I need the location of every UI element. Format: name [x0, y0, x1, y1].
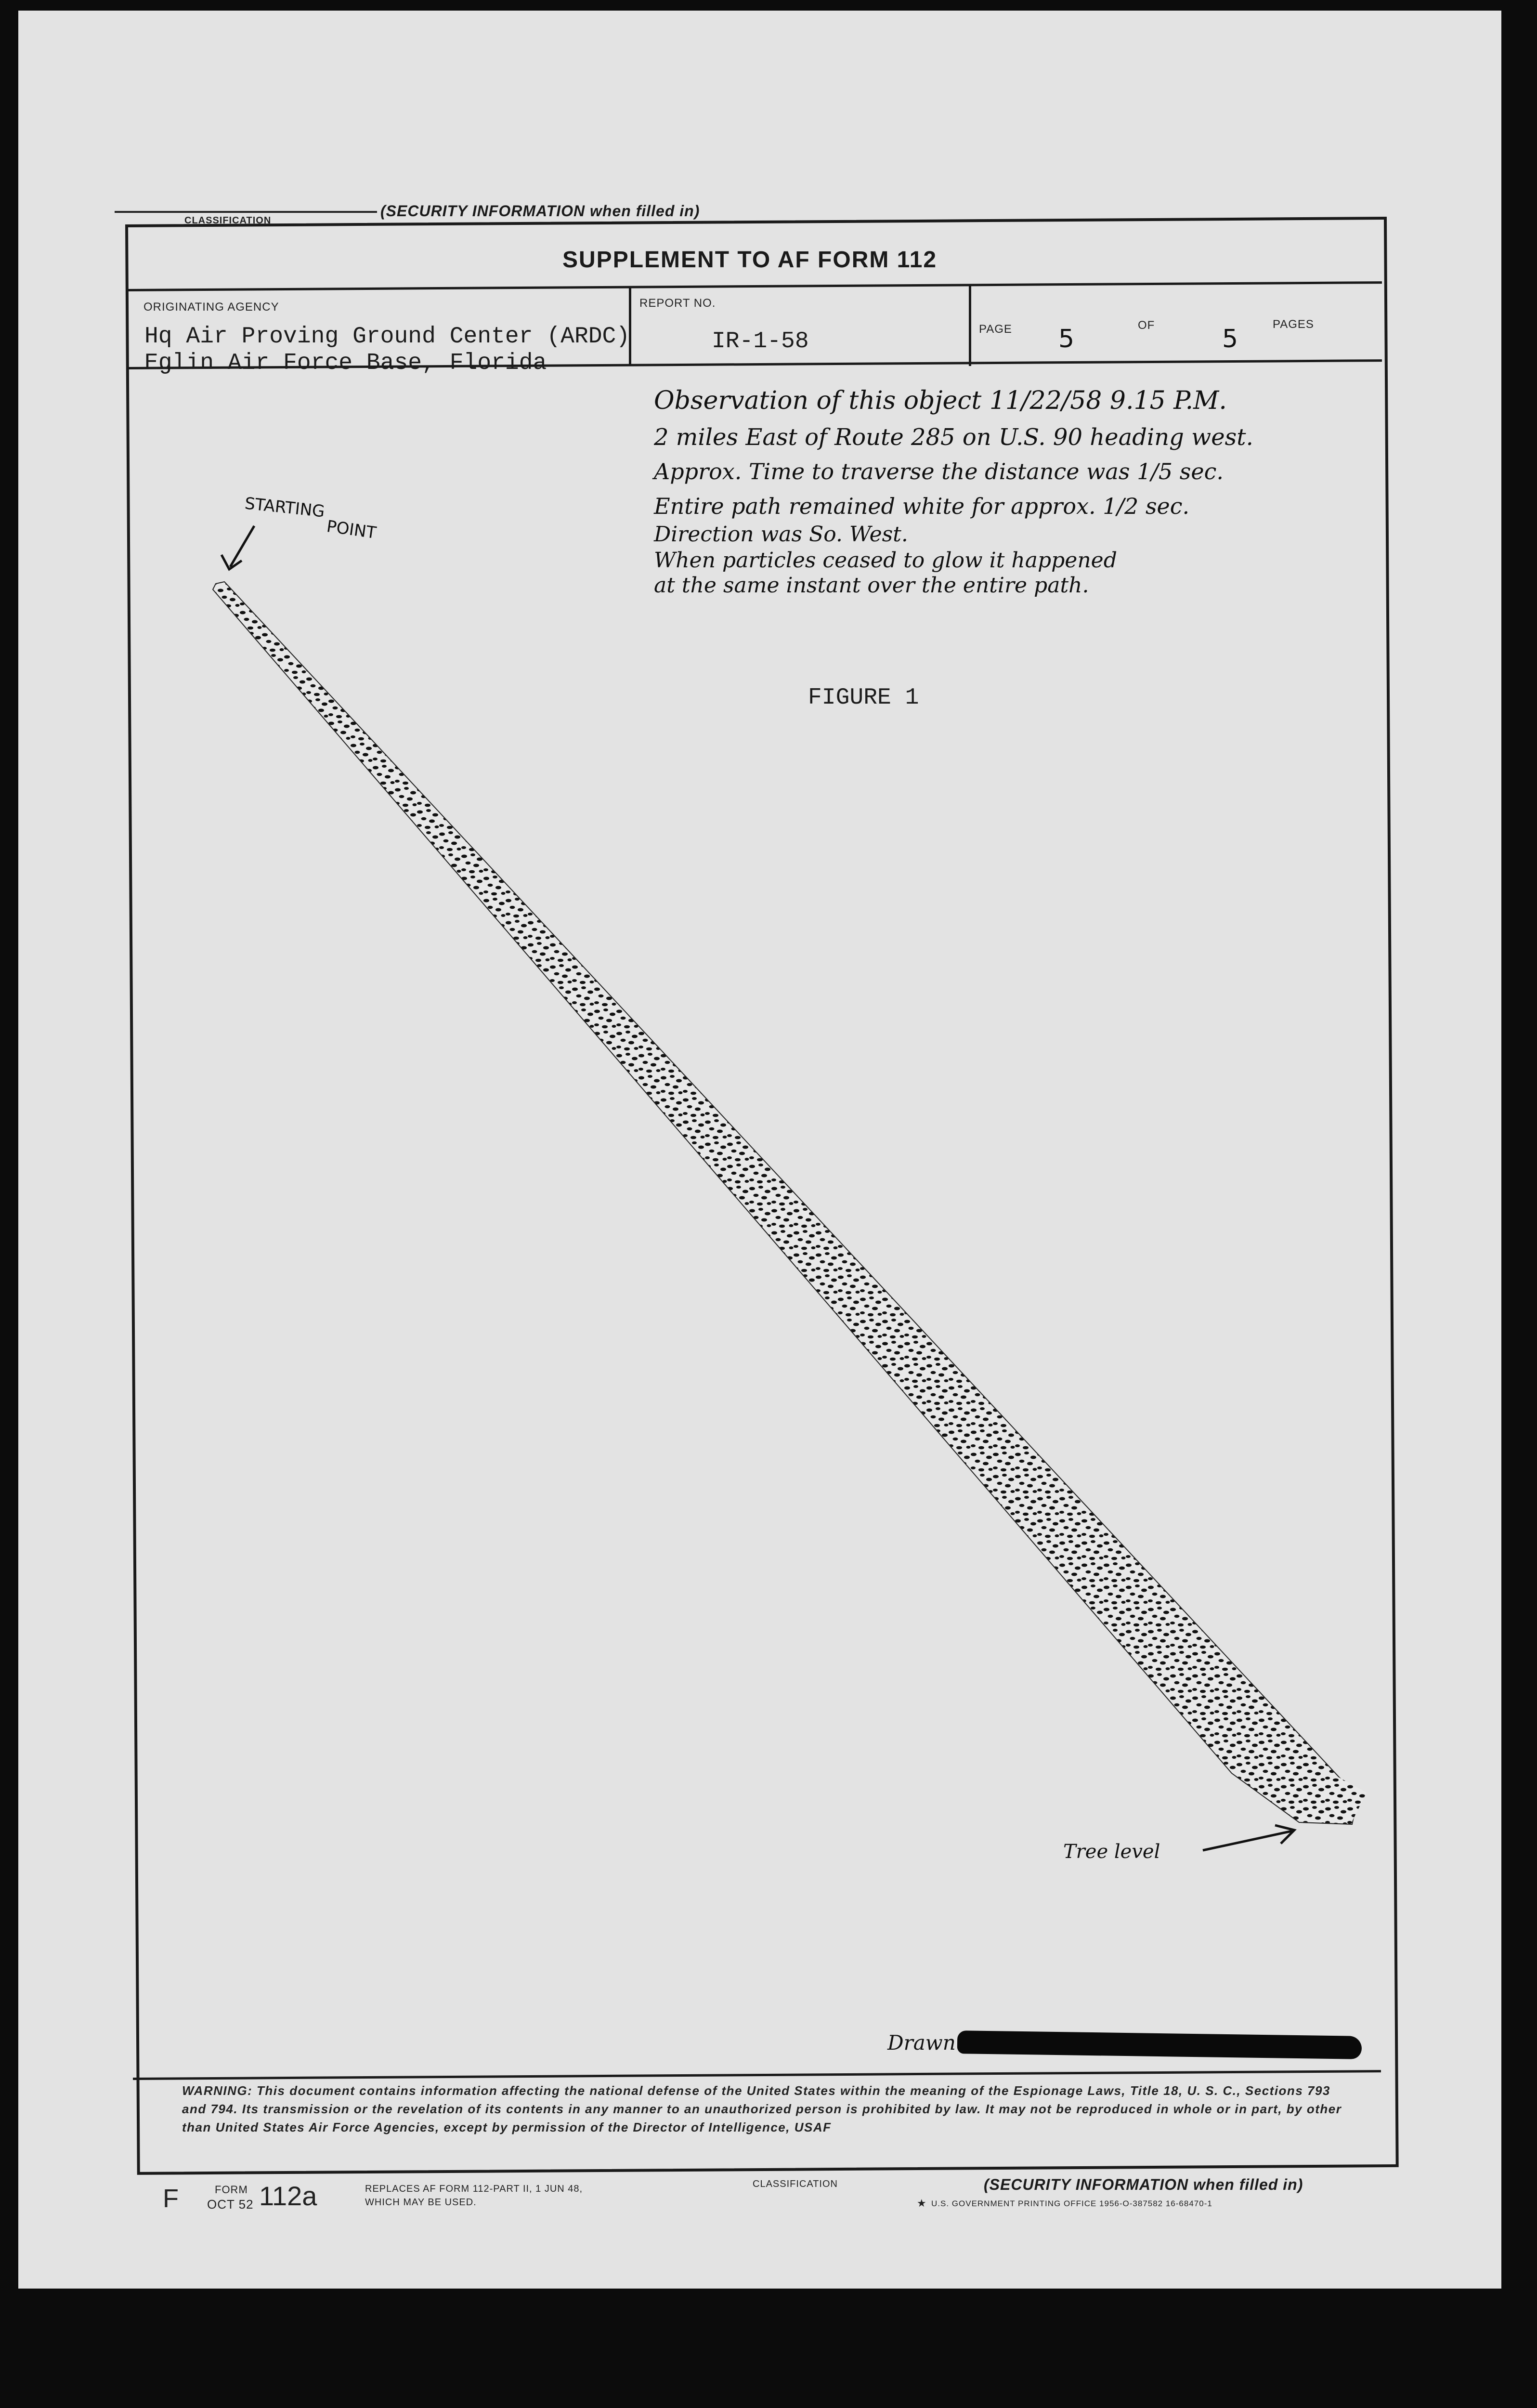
replaces-line2: WHICH MAY BE USED.	[365, 2197, 477, 2208]
note-line-1: Observation of this object 11/22/58 9.15 P.M.	[654, 386, 1227, 415]
starting-label-line1: STARTING	[244, 494, 326, 522]
printing-office-line: U.S. GOVERNMENT PRINTING OFFICE 1956-O-387582 16-68470-1	[931, 2199, 1212, 2208]
replaces-line1: REPLACES AF FORM 112-PART II, 1 JUN 48,	[365, 2184, 583, 2194]
security-note-top: (SECURITY INFORMATION when filled in)	[380, 202, 700, 220]
of-label: OF	[1138, 319, 1155, 332]
note-line-4: Entire path remained white for approx. 1/2 sec.	[654, 493, 1190, 519]
note-line-5: Direction was So. West.	[654, 522, 908, 547]
report-no-value: IR-1-58	[712, 328, 809, 354]
af-mark: F	[163, 2184, 179, 2213]
note-line-7: at the same instant over the entire path.	[654, 573, 1089, 598]
tree-level-arrow-icon	[1198, 1821, 1304, 1860]
warning-text: WARNING: This document contains information affecting the national defense of the United States within the meaning of the Espionage Laws, Title 18, U. S. C., Sections 793 and 794. Its transmission or the revelation of its contents in any manner to an unauthorized person is prohibited by law. It may not be reproduced in whole or in part, by other than United States Air Force Agencies, except by permission of the Director of Intelligence, USAF	[182, 2083, 1342, 2134]
classification-label-top: CLASSIFICATION	[184, 215, 272, 226]
drawn-by-label: Drawn	[887, 2031, 956, 2055]
page-number: 5	[1058, 325, 1075, 353]
note-line-6: When particles ceased to glow it happened	[654, 548, 1117, 573]
document-sheet	[18, 11, 1501, 2289]
form-title: SUPPLEMENT TO AF FORM 112	[562, 247, 938, 273]
form-label: FORM	[215, 2184, 248, 2196]
report-no-label: REPORT NO.	[639, 297, 716, 310]
classification-label-bottom: CLASSIFICATION	[753, 2179, 838, 2189]
note-line-3: Approx. Time to traverse the distance was 1/5 sec.	[654, 458, 1224, 484]
fireball-path-drawing	[18, 11, 1501, 2289]
originating-agency-line2: Eglin Air Force Base, Florida	[144, 350, 547, 376]
figure-label: FIGURE 1	[808, 685, 919, 711]
note-line-2: 2 miles East of Route 285 on U.S. 90 heading west.	[654, 424, 1253, 451]
pages-label: PAGES	[1273, 318, 1314, 331]
originating-agency-label: ORIGINATING AGENCY	[143, 301, 279, 314]
starting-label-line2: POINT	[325, 516, 378, 543]
tree-level-label: Tree level	[1063, 1841, 1160, 1863]
originating-agency-line1: Hq Air Proving Ground Center (ARDC)	[144, 324, 630, 350]
form-number: 112a	[259, 2181, 317, 2211]
printing-office-star-icon: ★	[917, 2197, 926, 2209]
page-label: PAGE	[979, 323, 1012, 336]
security-note-bottom: (SECURITY INFORMATION when filled in)	[984, 2176, 1303, 2193]
fireball-path	[213, 582, 1358, 1824]
page-total: 5	[1222, 325, 1238, 353]
form-date: OCT 52	[207, 2197, 254, 2212]
